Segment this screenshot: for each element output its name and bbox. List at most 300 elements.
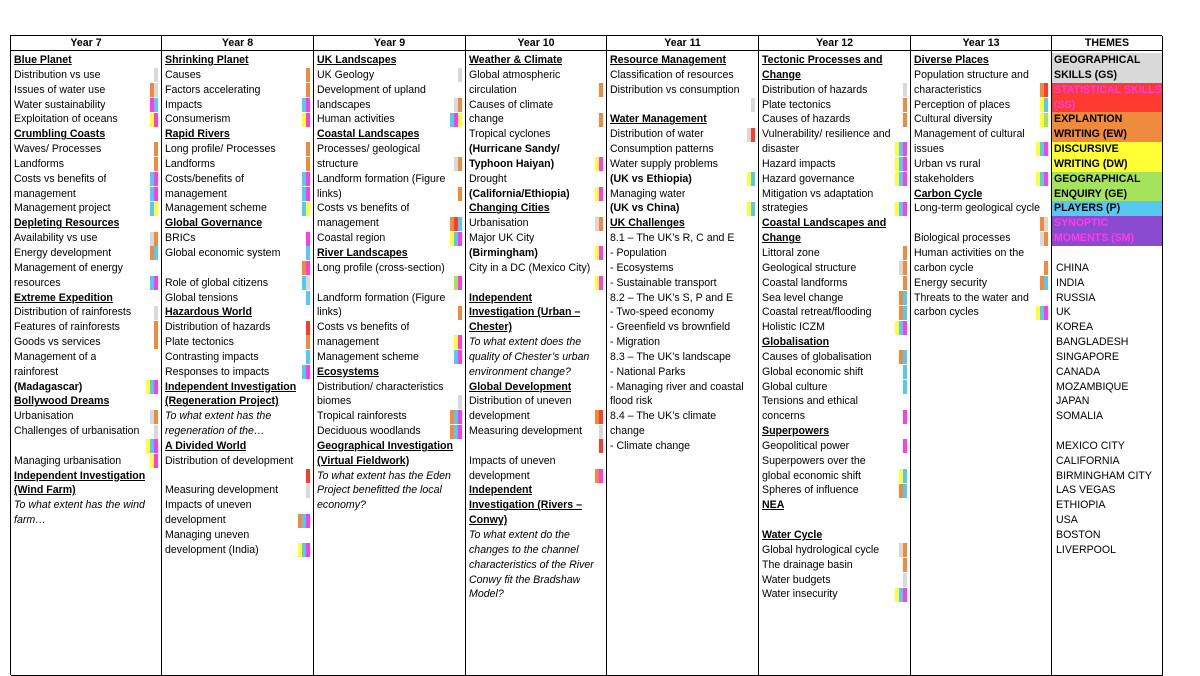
theme-swatch [899, 469, 907, 483]
swatch-gs [154, 68, 158, 82]
topic-text: Distribution vs use [14, 68, 101, 81]
topic-line [914, 112, 1048, 127]
topic-text: Spheres of influence [762, 484, 859, 497]
theme-swatch [903, 83, 907, 97]
topic-line [914, 201, 1048, 216]
topic-text: Human activities [317, 113, 395, 126]
topic-text: Management of energy [14, 261, 123, 274]
swatch-ew [458, 306, 462, 320]
topic-line [762, 513, 907, 528]
topic-line [14, 498, 158, 513]
theme-swatch [306, 232, 310, 246]
theme-swatch [154, 68, 158, 82]
topic-line [317, 335, 462, 350]
theme-swatch [298, 514, 310, 528]
topic-heading [14, 127, 158, 142]
topic-line [317, 68, 462, 83]
place-item: SINGAPORE [1056, 350, 1119, 363]
swatch-sm [154, 187, 158, 201]
swatch-sm [306, 261, 310, 275]
theme-legend-ss: STATISTICAL SKILLS [1054, 83, 1162, 96]
topic-line [165, 68, 310, 83]
topic-line [469, 231, 603, 246]
theme-swatch [595, 187, 603, 201]
theme-swatch [150, 246, 158, 260]
topic-text: Factors accelerating [165, 83, 261, 96]
topic-text: Responses to impacts [165, 365, 270, 378]
topic-line [14, 172, 158, 187]
topic-text: Impacts of uneven [469, 454, 556, 467]
place-item: BIRMINGHAM CITY [1056, 469, 1152, 482]
place-item: ETHIOPIA [1056, 499, 1106, 512]
topic-line [762, 127, 907, 142]
topic-text: Global tensions [165, 291, 239, 304]
theme-swatch [458, 306, 462, 320]
theme-swatch [747, 172, 755, 186]
swatch-ew [306, 157, 310, 171]
theme-swatch [454, 350, 462, 364]
topic-text: UK Geology [317, 68, 375, 81]
swatch-p [903, 291, 907, 305]
topic-heading [165, 380, 310, 395]
theme-swatch [899, 543, 907, 557]
topic-line [762, 261, 907, 276]
swatch-sm [599, 157, 603, 171]
theme-swatch [150, 98, 158, 112]
topic-text: development [469, 469, 530, 482]
topic-text: Hazardous World [165, 306, 252, 319]
swatch-ew [154, 410, 158, 424]
topic-line [469, 528, 603, 543]
topic-heading [317, 127, 462, 142]
topic-text: Superpowers [762, 425, 830, 438]
topic-line [469, 469, 603, 484]
topic-text: Global economic system [165, 246, 281, 259]
header-year9: Year 9 [314, 36, 466, 51]
topic-text: Distribution of hazards [165, 321, 271, 334]
topic-line [14, 98, 158, 113]
swatch-gs [306, 484, 310, 498]
topic-text: management [14, 187, 76, 200]
swatch-p [1044, 276, 1048, 290]
header-year13: Year 13 [911, 36, 1052, 51]
topic-line [165, 454, 310, 469]
topic-line [762, 98, 907, 113]
place-item: USA [1056, 514, 1078, 527]
topic-line [165, 172, 310, 187]
topic-line [165, 187, 310, 202]
topic-heading [762, 216, 907, 231]
topic-text: Globalisation [762, 336, 830, 349]
theme-swatch [306, 321, 310, 335]
topic-text: Managing urbanisation [14, 454, 122, 467]
theme-swatch [458, 395, 462, 409]
topic-line [165, 513, 310, 528]
swatch-sm [1044, 142, 1048, 156]
topic-text: Urban vs rural [914, 157, 981, 170]
swatch-p [306, 246, 310, 260]
topic-text: (Madagascar) [14, 380, 83, 393]
swatch-sm [154, 380, 158, 394]
place-item: INDIA [1056, 276, 1085, 289]
swatch-p [903, 469, 907, 483]
topic-line [914, 261, 1048, 276]
swatch-dw [154, 202, 158, 216]
topic-text: Bollywood Dreams [14, 395, 110, 408]
topic-text: Management of a [14, 350, 97, 363]
topic-text: Typhoon Haiyan) [469, 157, 555, 170]
topic-text: Distribution of hazards [762, 83, 868, 96]
topic-heading [914, 53, 1048, 68]
topic-text: Water supply problems [610, 157, 718, 170]
theme-legend-ge: ENQUIRY (GE) [1052, 187, 1162, 202]
theme-swatch [150, 202, 158, 216]
topic-line [317, 469, 462, 484]
topic-text: development [165, 514, 226, 527]
topic-line [317, 424, 462, 439]
topic-text: Tensions and ethical [762, 395, 858, 408]
topic-text: concerns [762, 410, 805, 423]
topic-text: - Climate change [610, 439, 691, 452]
topic-heading [165, 53, 310, 68]
topic-text: Global culture [762, 380, 828, 393]
swatch-p [1044, 98, 1048, 112]
topic-heading [165, 305, 310, 320]
topic-text: Impacts of uneven [165, 499, 252, 512]
topic-line [14, 276, 158, 291]
header-themes: THEMES [1052, 36, 1163, 51]
topic-text: Drought [469, 172, 507, 185]
topic-text: - Sustainable transport [610, 276, 717, 289]
theme-swatch [154, 335, 158, 349]
theme-swatch [150, 232, 158, 246]
topic-line [165, 98, 310, 113]
topic-text: UK Landscapes [317, 54, 397, 66]
swatch-p [903, 350, 907, 364]
topic-heading [317, 53, 462, 68]
topic-text: Management of cultural [914, 128, 1025, 141]
topic-text: Costs vs benefits of [317, 321, 410, 334]
topic-text: Landform formation (Figure [317, 291, 446, 304]
topic-heading [469, 201, 603, 216]
theme-swatch [1036, 306, 1048, 320]
topic-text: circulation [469, 83, 517, 96]
column-year8 [162, 51, 314, 676]
theme-swatch [306, 83, 310, 97]
topic-text: Landforms [14, 157, 65, 170]
topic-text: Cultural diversity [914, 113, 993, 126]
topic-text: Carbon Cycle [914, 187, 983, 200]
topic-text: Long profile/ Processes [165, 143, 276, 156]
topic-text: Features of rainforests [14, 321, 120, 334]
topic-text: strategies [762, 202, 808, 215]
topic-line [14, 157, 158, 172]
topic-text: Causes of hazards [762, 113, 851, 126]
topic-line [317, 291, 462, 306]
topic-line [317, 483, 462, 498]
topic-heading [14, 483, 158, 498]
topic-text: City in a DC (Mexico City) [469, 261, 591, 274]
topic-heading [762, 528, 907, 543]
swatch-sm [599, 246, 603, 260]
swatch-p [903, 365, 907, 379]
topic-text: Measuring development [165, 484, 279, 497]
topic-text: Global Development [469, 380, 572, 393]
topic-text: Major UK City [469, 232, 535, 245]
place-item: MEXICO CITY [1056, 439, 1125, 452]
place-item: LAS VEGAS [1056, 484, 1116, 497]
topic-text: Superpowers over the [762, 454, 866, 467]
column-year11 [607, 51, 759, 676]
topic-text: Distribution/ characteristics [317, 380, 444, 393]
topic-line [165, 498, 310, 513]
topic-line [165, 409, 310, 424]
topic-line [14, 201, 158, 216]
topic-text: Managing uneven [165, 529, 250, 541]
topic-line [914, 216, 1048, 231]
topic-line [762, 483, 907, 498]
theme-swatch [903, 246, 907, 260]
swatch-sm [306, 365, 310, 379]
topic-line [469, 157, 603, 172]
theme-swatch [306, 291, 310, 305]
topic-text: Waves/ Processes [14, 143, 102, 156]
theme-swatch [306, 350, 310, 364]
topic-text: Tropical rainforests [317, 410, 407, 423]
theme-swatch [599, 113, 603, 127]
swatch-p [903, 380, 907, 394]
place-item: RUSSIA [1056, 291, 1096, 304]
swatch-sm [599, 276, 603, 290]
topic-text: - Greenfield vs brownfield [610, 321, 731, 334]
topic-line [762, 112, 907, 127]
swatch-sm [599, 187, 603, 201]
swatch-sm [458, 232, 462, 246]
topic-text: Water budgets [762, 573, 831, 586]
topic-line [762, 394, 907, 409]
theme-swatch [154, 425, 158, 439]
topic-line [610, 68, 755, 83]
topic-line [762, 543, 907, 558]
swatch-ew [154, 321, 158, 335]
topic-line [469, 261, 603, 276]
theme-swatch [306, 469, 310, 483]
topic-line [317, 350, 462, 365]
swatch-ew [306, 68, 310, 82]
topic-heading [762, 231, 907, 246]
swatch-ew [903, 113, 907, 127]
topic-text: Shrinking Planet [165, 54, 249, 66]
topic-text: Coastal landforms [762, 276, 848, 289]
place-item: KOREA [1056, 321, 1094, 334]
topic-line [14, 68, 158, 83]
theme-swatch [306, 142, 310, 156]
topic-text: Model? [469, 588, 504, 601]
topic-line [165, 83, 310, 98]
theme-swatch [903, 410, 907, 424]
theme-swatch [895, 172, 907, 186]
swatch-ew [458, 187, 462, 201]
theme-swatch [302, 261, 310, 275]
topic-text: (Hurricane Sandy/ [469, 143, 560, 156]
topic-text: Distribution vs consumption [610, 83, 740, 96]
topic-line [469, 587, 603, 602]
topic-text: Long profile (cross-section) [317, 261, 445, 274]
theme-swatch [1040, 217, 1048, 231]
topic-line [14, 454, 158, 469]
topic-text: - Ecosystems [610, 261, 674, 274]
topic-text: Impacts [165, 98, 203, 111]
column-year13 [911, 51, 1052, 676]
topic-text: Project benefitted the local [317, 484, 442, 497]
topic-text: regeneration of the… [165, 425, 265, 438]
place-item: BOSTON [1056, 529, 1101, 541]
topic-line [469, 439, 603, 454]
topic-text: Geographical Investigation [317, 439, 453, 452]
topic-text: Distribution of rainforests [14, 306, 132, 319]
theme-swatch [450, 410, 462, 424]
place-item [1052, 424, 1162, 439]
topic-heading [610, 112, 755, 127]
topic-heading [317, 454, 462, 469]
topic-text: Management project [14, 202, 111, 215]
topic-text: Coastal Landscapes [317, 128, 420, 141]
swatch-ew [903, 558, 907, 572]
topic-line [14, 246, 158, 261]
swatch-sm [154, 113, 158, 127]
swatch-ew [903, 261, 907, 275]
topic-line [610, 127, 755, 142]
theme-swatch [302, 365, 310, 379]
swatch-p [458, 217, 462, 231]
theme-swatch [150, 113, 158, 127]
theme-swatch [150, 83, 158, 97]
swatch-ss [1044, 83, 1048, 97]
swatch-gs [154, 425, 158, 439]
topic-text: River Landscapes [317, 246, 408, 259]
topic-line [762, 365, 907, 380]
topic-text: farm… [14, 514, 46, 527]
swatch-ew [306, 335, 310, 349]
topic-line [914, 305, 1048, 320]
swatch-sm [1044, 172, 1048, 186]
topic-line [762, 201, 907, 216]
topic-text: Long-term geological cycle [914, 202, 1041, 215]
topic-line [317, 409, 462, 424]
topic-line [610, 172, 755, 187]
topic-line [469, 543, 603, 558]
topic-heading [317, 246, 462, 261]
topic-line [165, 157, 310, 172]
topic-line [610, 365, 755, 380]
swatch-ew [306, 83, 310, 97]
topic-text: To what extent has the [165, 410, 272, 423]
topic-line [317, 320, 462, 335]
topic-line [469, 216, 603, 231]
header-year11: Year 11 [607, 36, 759, 51]
topic-line [610, 98, 755, 113]
topic-text: management [317, 336, 379, 349]
topic-text: Challenges of urbanisation [14, 425, 140, 438]
theme-swatch [1040, 232, 1048, 246]
topic-line [14, 261, 158, 276]
theme-swatch [895, 142, 907, 156]
topic-line [165, 112, 310, 127]
theme-swatch [599, 83, 603, 97]
topic-text: (Regeneration Project) [165, 395, 279, 408]
place-item: CHINA [1056, 261, 1089, 274]
swatch-sm [154, 439, 158, 453]
swatch-ew [903, 276, 907, 290]
topic-line [610, 394, 755, 409]
topic-text: Energy security [914, 276, 988, 289]
swatch-ss [751, 128, 755, 142]
topic-text: Causes of climate [469, 98, 554, 111]
swatch-ew [306, 142, 310, 156]
swatch-sm [903, 410, 907, 424]
topic-text: Independent [469, 291, 532, 304]
theme-swatch [1044, 261, 1048, 275]
swatch-p [306, 291, 310, 305]
topic-line [469, 246, 603, 261]
header-year7: Year 7 [11, 36, 162, 51]
topic-line [14, 112, 158, 127]
topic-text: management [317, 217, 379, 230]
theme-swatch [747, 128, 755, 142]
swatch-gs [751, 98, 755, 112]
topic-text: quality of Chester’s urban [469, 350, 590, 363]
topic-text: landscapes [317, 98, 371, 111]
topic-line [165, 528, 310, 543]
topic-text: The drainage basin [762, 558, 853, 571]
topic-line [317, 98, 462, 113]
topic-line [610, 83, 755, 98]
topic-text: Urbanisation [14, 410, 74, 423]
header-year8: Year 8 [162, 36, 314, 51]
topic-line [317, 216, 462, 231]
swatch-ew [903, 98, 907, 112]
topic-text: Plate tectonics [165, 336, 234, 349]
swatch-p [751, 202, 755, 216]
swatch-sm [154, 172, 158, 186]
curriculum-table [10, 35, 1162, 675]
topic-text: Ecosystems [317, 365, 379, 378]
topic-text: Human activities on the [914, 246, 1025, 259]
theme-swatch [595, 276, 603, 290]
swatch-p [903, 484, 907, 498]
theme-swatch [154, 157, 158, 171]
theme-swatch [302, 172, 310, 186]
topic-text: carbon cycle [914, 261, 974, 274]
theme-legend-p: PLAYERS (P) [1052, 201, 1162, 216]
topic-text: 8.4 – The UK’s climate [610, 410, 717, 423]
topic-text: Geopolitical power [762, 439, 850, 452]
swatch-ew [1044, 232, 1048, 246]
swatch-p [751, 172, 755, 186]
topic-line [469, 142, 603, 157]
swatch-ss [306, 321, 310, 335]
theme-swatch [150, 172, 158, 186]
topic-text: Diverse Places [914, 54, 989, 66]
topic-heading [469, 291, 603, 306]
topic-line [762, 409, 907, 424]
topic-text: Issues of water use [14, 83, 106, 96]
topic-line [914, 127, 1048, 142]
topic-text: Consumption patterns [610, 143, 714, 156]
topic-text: Water Cycle [762, 529, 823, 541]
topic-line [165, 320, 310, 335]
topic-line [14, 142, 158, 157]
